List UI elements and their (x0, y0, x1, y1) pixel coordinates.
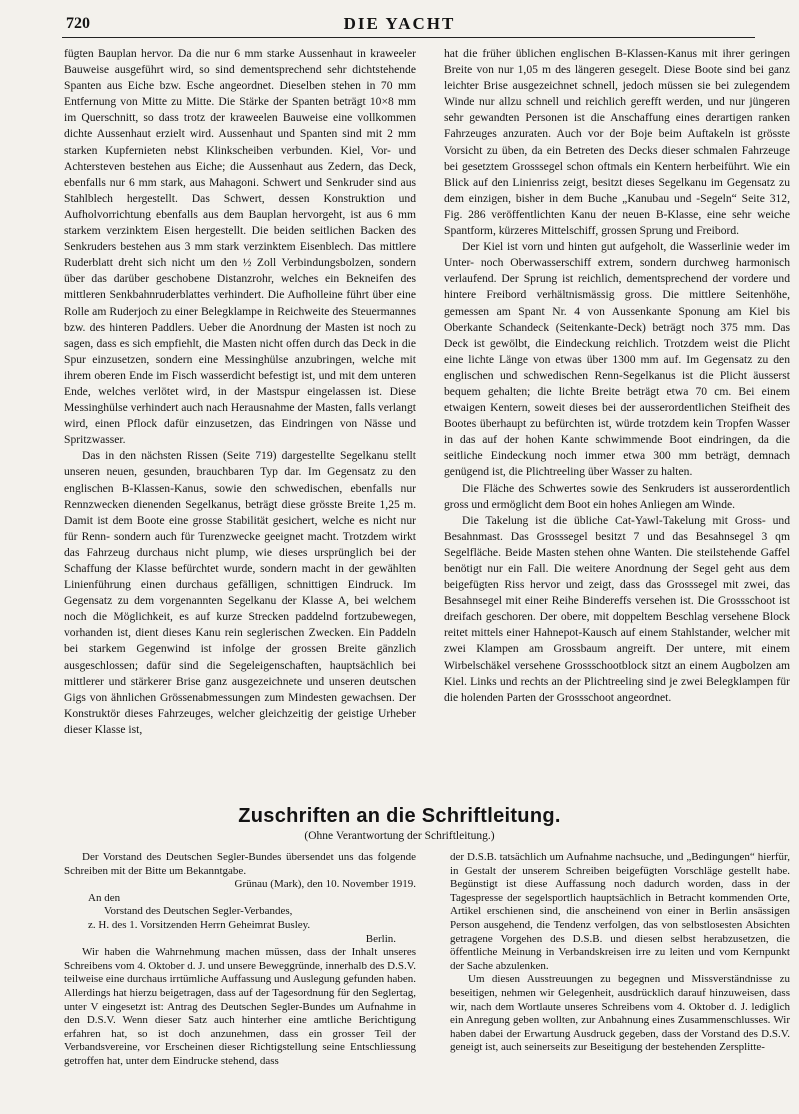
letter-body: der D.S.B. tatsächlich um Aufnahme nachsuche, und „Bedingungen“ hierfür, in Gestalt der unserem Schreiben beigefügten Vorschläge gestellt habe. Begünstigt ist diese Auffassung noch dadurch worden, dass in der Tagespresse der segelsportlich hauptsächlich in Betracht kommenden Orte, Artikel erschienen sind, die anscheinend von einer in Berlin ansässigen Person ausgehend, die Tendenz verfolgen, das von selbstlosesten Absichten getragene Vorgehen des D.S.B. und diesen selbst herabzusetzen, die öffentliche Meinung in Verbandskreisen irre zu leiten und vom Kernpunkt der Sache abzulenken. (450, 851, 790, 972)
header-rule (62, 37, 755, 38)
article-paragraph: Die Takelung ist die übliche Cat-Yawl-Takelung mit Gross- und Besahnmast. Das Grosssegel besitzt 7 und das Besahnsegel 3 qm Segelfläche. Beide Masten stehen ohne Wanten. Die steilstehende Gaffel benötigt nur ein Fall. Die weitere Anordnung der Segel geht aus dem beigefügten Riss hervor und zeigt, dass das Grosssegel mit zwei, das Besahnsegel mit einer Reihe Bindereffs versehen ist. Die Grossschoot ist dreifach geschoren. Der obere, mit doppeltem Beschlag versehene Block reitet mittels einer Hahnepot-Kausch auf einem Stahlstander, welcher mit zwei Klampen am Grossbaum angreift. Der untere, mit einem Wirbelschäkel versehene Grossschootblock sitzt an einem Augbolzen am Kiel. Links und rechts an der Plichtreeling sind je zwei Belegklampen für die holenden Parten der Grossschoot angeordnet. (444, 513, 790, 704)
article-left-column (64, 46, 416, 738)
letters-left-column (64, 851, 416, 1069)
letter-body: Wir haben die Wahrnehmung machen müssen, dass der Inhalt unseres Schreibens vom 4. Oktober d. J. und unsere Beweggründe, innerhalb des D.S.V. teilweise eine durchaus irrtümliche Auffassung und Auslegung gefunden haben. Allerdings hat hierzu beigetragen, dass auf der Tagesordnung für den Seglertag, unter V eingesetzt ist: Antrag des Deutschen Segler-Bundes um Aufnahme in den D.S.V. Wenn dieser Satz auch hinterher eine amtliche Berichtigung erfahren hat, so ist doch anzunehmen, dass ein grosser Teil der Verbandsvereine, vor Erscheinen dieser Richtigstellung seine Entschliessung getroffen hat, unter dem Eindrucke stehend, dass (64, 946, 416, 1067)
letter-address-org: Vorstand des Deutschen Segler-Verbandes, (104, 905, 293, 918)
letters-right-column (450, 851, 790, 1055)
section-subtitle: (Ohne Verantwortung der Schriftleitung.) (304, 830, 495, 842)
article-paragraph: Das in den nächsten Rissen (Seite 719) dargestellte Segelkanu stellt unseren neuen, gesunden, brauchbaren Typ dar. Im Gegensatz zu den englischen B-Klassen-Kanus, sowie den schwedischen, ebenfalls nur Rennzwecken dienenden Segelkanus, beträgt diese grösste Breite 1,25 m. Damit ist dem Boote eine grosse Stabilität gesichert, welche es nicht nur für Renn- sondern auch für Turenzwecke geeignet macht. Trotzdem wirkt das Fahrzeug durchaus nicht plump, wie dieses ursprünglich bei der Schaffung der Klasse befürchtet wurde, sondern macht in der gewählten Linienführung einen durchaus gefälligen, schnittigen Eindruck. Im Gegensatz zu dem vorgenannten Segelkanu der Klasse A, bei welchem noch die Möglichkeit, es auf kurze Strecken paddelnd fortzubewegen, vorhanden ist, dient dieses Kanu rein seglerischen Zwecken. Ein Paddeln bei starkem Gegenwind ist infolge der grossen Breite gänzlich ausgeschlossen; dafür sind die Segeleigenschaften, hauptsächlich bei mittlerer und stärkerer Brise ganz ausgezeichnete und unseren deutschen Gigs von ähnlichen Grössenabmessungen zum Mindesten gewachsen. Der Konstruktör dieses Fahrzeuges, welcher gleichzeitig der geistige Urheber dieser Klasse ist, (64, 449, 416, 736)
article-paragraph: Der Kiel ist vorn und hinten gut aufgeholt, die Wasserlinie weder im Unter- noch Oberwasserschiff extrem, sondern durchweg harmonisch verlaufend. Der Sprung ist reichlich, dementsprechend der vordere und hintere Freibord verhältnismässig gross. Die mittlere Seitenhöhe, gemessen am Spant Nr. 4 von Aussenkante Sponung am Kiel bis Oberkante Schandeck (Seitenkante-Deck) beträgt noch 375 mm. Das Deck ist gewölbt, die Eindeckung reichlich. Trotzdem weist die Plicht eine lichte Länge von etwas über 1300 mm auf. Im Gegensatz zu den englischen und schwedischen Renn-Segelkanus ist die Plicht äusserst bequem gehalten; die lichte Breite beträgt etwa 70 cm. Bei einem etwaigen Kentern, soweit dieses bei der ausserordentlichen Steifheit des Bootes überhaupt zu befürchten ist, würde trotzdem kein Tropfen Wasser in das auf der hohen Kante schwimmende Boot eindringen, da die seitliche Eindeckung noch immer etwa 300 mm beträgt, demnach genügend ist, die Plichtreeling über Wasser zu halten. (444, 240, 790, 479)
article-right-column (444, 46, 790, 706)
letter-dateline: Grünau (Mark), den 10. November 1919. (234, 878, 416, 891)
letter-address-city: Berlin. (365, 932, 396, 945)
article-paragraph: fügten Bauplan hervor. Da die nur 6 mm starke Aussenhaut in kraweeler Bauweise ausgeführt wird, so sind dementsprechend sehr dichtstehende Spanten aus Eiche bzw. Esche angeordnet. Dieselben stehen in 70 mm Entfernung von Mitte zu Mitte. Die Stärke der Spanten beträgt 10×8 mm im Querschnitt, so dass trotz der kraweelen Bauweise eine vollkommen dichte Aussenhaut erzielt wird. Aussenhaut und Spanten sind mit 2 mm starken Kupfernieten nebst Klinkscheiben verbunden. Kiel, Vor- und Achtersteven bestehen aus Eiche; die Aussenhaut aus Zedern, das Deck, ebenfalls nur 6 mm stark, aus Mahagoni. Schwert und Senkruder sind aus Stahlblech hergestellt. Das Schwert, dessen Konstruktion und Aufholvorrichtung ebenfalls aus dem Bauplan hervorgeht, ist aus 6 mm starkem verzinktem Eisen hergestellt. Die beiden seitlichen Backen des Senkruders bestehen aus 3 mm stark verzinktem Eisenblech. Das mittlere Ruderblatt dreht sich nicht um den ½ Zoll Verbindungsbolzen, sondern über das darüber geschobene Distanzrohr, welches ein Bekneifen des mittleren Senkbahnruderblattes verhindert. Die Aufholleine führt über eine Rolle am Ruderjoch zu einer Belegklampe in Reichweite des Steuermannes bzw. des hinteren Paddlers. Ueber die Anordnung der Masten ist noch zu sagen, dass es sich empfiehlt, die Masten nicht offen durch das Deck in die Spur einzusetzen, sondern eine Messinghülse anzubringen, welche mit ihrem oberen Ende im Fisch wasserdicht befestigt ist, und mit dem unteren Ende, welches verlötet wird, in der Mastspur eingelassen ist. Diese Messinghülse verhindert auch nach Herausnahme der Masten, falls verlangt wird, einen Pflock dafür einzusetzen, das Eindringen von Nässe und Spritzwasser. (64, 47, 416, 447)
running-head: DIE YACHT (343, 14, 456, 33)
letter-address-to: An den (88, 891, 121, 904)
section-title: Zuschriften an die Schriftleitung. (238, 805, 561, 827)
letter-address-person: z. H. des 1. Vorsitzenden Herrn Geheimrat Busley. (88, 918, 311, 931)
article-paragraph: hat die früher üblichen englischen B-Klassen-Kanus mit ihrer geringen Breite von nur 1,05 m des längeren gesegelt. Diese Boote sind bei ganz leichter Brise ausgezeichnet schnell, jedoch müssen sie bei zulegendem Winde nur allzu schnell und reichlich gerefft werden, und nur jüngeren sehr gewandten Personen ist die Anschaffung eines derartigen ranken Fahrzeuges anzuraten. Auch vor der Boje beim Auftakeln ist grösste Vorsicht zu üben, da ein Betreten des Decks dieser schmalen Fahrzeuge bei gesetztem Grosssegel schon oftmals ein Kentern herbeiführt. Wie ein Blick auf den Linienriss zeigt, besitzt dieses Segelkanu im Gegensatz zu dem einzigen, bisher in dem Buche „Kanubau und -Segeln“ Seite 312, Fig. 286 veröffentlichten Kanu der neuen B-Klasse, eine sehr weiche Spantform, kürzeres Mittelschiff, grossen Sprung und Freibord. (444, 47, 790, 238)
letter-body: Um diesen Ausstreuungen zu begegnen und Missverständnisse zu beseitigen, nehmen wir Gelegenheit, ausdrücklich darauf hinzuweisen, dass wir, nach dem Wortlaute unseres Schreibens vom 4. Oktober d. J. lediglich ein Anregung geben wollten, zur Anbahnung eines Zusammenschlusses. Wir haben dabei der Erwartung Ausdruck gegeben, dass der Vorstand des D.S.V. geneigt ist, auch seinerseits zur Beseitigung der bestehenden Zersplitte- (450, 973, 790, 1054)
article-paragraph: Die Fläche des Schwertes sowie des Senkruders ist ausserordentlich gross und ermöglicht dem Boot ein hohes Anliegen am Winde. (444, 481, 790, 511)
page-number: 720 (66, 15, 90, 32)
letter-intro: Der Vorstand des Deutschen Segler-Bundes übersendet uns das folgende Schreiben mit der Bitte um Bekanntgabe. (64, 851, 416, 877)
